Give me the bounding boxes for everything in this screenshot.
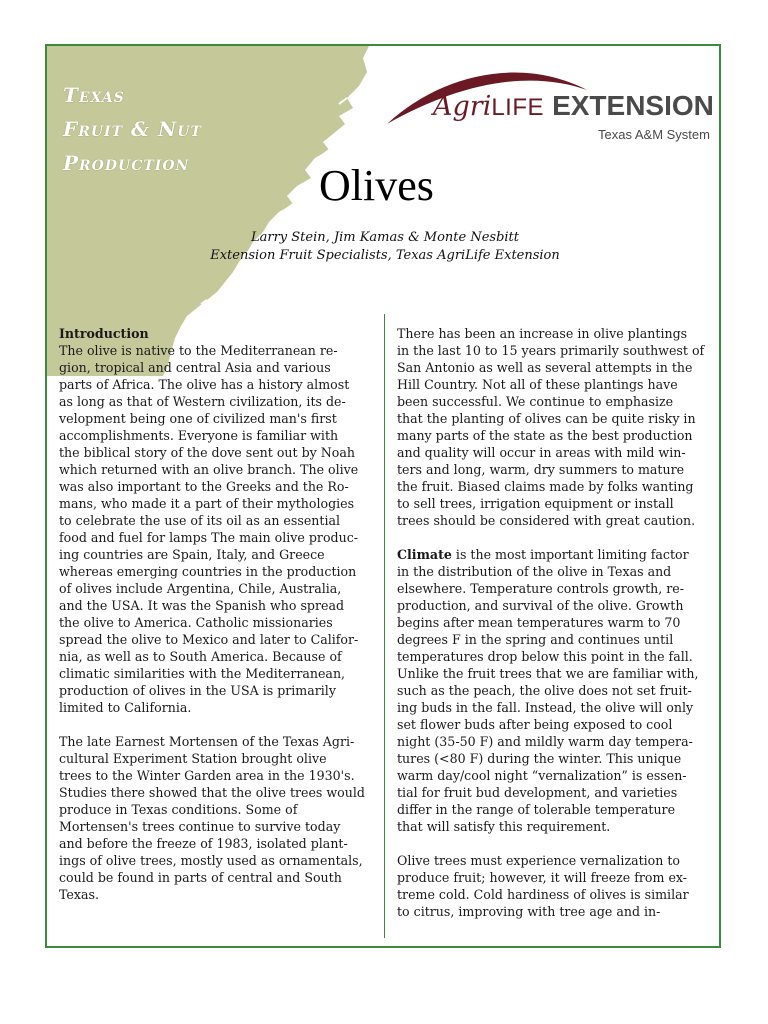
logo-system: Texas A&M System (598, 127, 710, 142)
series-line-2: Fruit & Nut (63, 117, 202, 141)
intro-heading: Introduction (59, 326, 149, 341)
right-column (397, 325, 715, 937)
document-page (45, 44, 721, 948)
logo-life: LIFE (491, 94, 545, 121)
authors-block (47, 229, 721, 265)
climate-paragraph (397, 546, 715, 835)
climate-text: is the most important limiting factor in the distribution of the olive in Texas and elsewhere. Temperature controls growth, re- production, and survival of the olive. Growth begins after mean temperatures warm to 70 degrees F in the spring and continues until temperatures drop below this point in the fall. Unlike the fruit trees that we are familiar with, such as the peach, the olive does not set fruit- ing buds in the fall. Instead, the olive will only set flower buds after being exposed to cool night (35-50 F) and mildly warm day tempera- tures (<80 F) during the winter. This unique warm day/cool night “vernalization” is essen- tial for fruit bud development, and varieties differ in the range of tolerable temperature that will satisfy this requirement. (397, 547, 699, 834)
author-names: Larry Stein, Jim Kamas & Monte Nesbitt (250, 230, 519, 245)
column-divider (384, 314, 385, 938)
logo-agri: Agri (433, 91, 492, 122)
left-column (59, 325, 375, 920)
mortensen-paragraph: The late Earnest Mortensen of the Texas Agri- cultural Experiment Station brought olive trees to the Winter Garden area in the 1930's. Studies there showed that the olive trees would produce in Texas conditions. Some of Mortensen's trees continue to survive today and before the freeze of 1983, isolated plant- ings of olive trees, mostly used as ornamentals, could be found in parts of central and South Texas. (59, 734, 365, 902)
logo-extension: EXTENSION (552, 90, 714, 121)
page-title: Olives (319, 161, 434, 210)
plantings-paragraph: There has been an increase in olive plantings in the last 10 to 15 years primarily southwest of San Antonio as well as several attempts in the Hill Country. Not all of these plantings have been successful. We continue to emphasize that the planting of olives can be quite risky in many parts of the state as the best production and quality will occur in areas with mild win- ters and long, warm, dry summers to mature the fruit. Biased claims made by folks wanting to sell trees, irrigation equipment or install trees should be considered with great caution. (397, 326, 705, 528)
author-role: Extension Fruit Specialists, Texas AgriLife Extension (210, 248, 560, 263)
vernalization-paragraph: Olive trees must experience vernalization to produce fruit; however, it will freeze from ex- treme cold. Cold hardiness of olives is similar to citrus, improving with tree age and in- (397, 853, 689, 919)
series-line-1: Texas (63, 83, 125, 107)
series-line-3: Production (63, 151, 190, 175)
series-title (63, 78, 202, 180)
agrilife-logo (433, 90, 714, 123)
intro-text: The olive is native to the Mediterranean re- gion, tropical and central Asia and various parts of Africa. The olive has a history almost as long as that of Western civilization, its de- velopment being one of civilized man's first accomplishments. Everyone is familiar with the biblical story of the dove sent out by Noah which returned with an olive branch. The olive was also important to the Greeks and the Ro- mans, who made it a part of their mythologies to celebrate the use of its oil as an essential food and fuel for lamps The main olive produc- ing countries are Spain, Italy, and Greece whereas emerging countries in the production of olives include Argentina, Chile, Australia, and the USA. It was the Spanish who spread the olive to America. Catholic missionaries spread the olive to Mexico and later to Califor- nia, as well as to South America. Because of climatic similarities with the Mediterranean, production of olives in the USA is primarily limited to California. (59, 343, 359, 715)
intro-paragraph (59, 325, 375, 716)
climate-heading: Climate (397, 547, 452, 562)
